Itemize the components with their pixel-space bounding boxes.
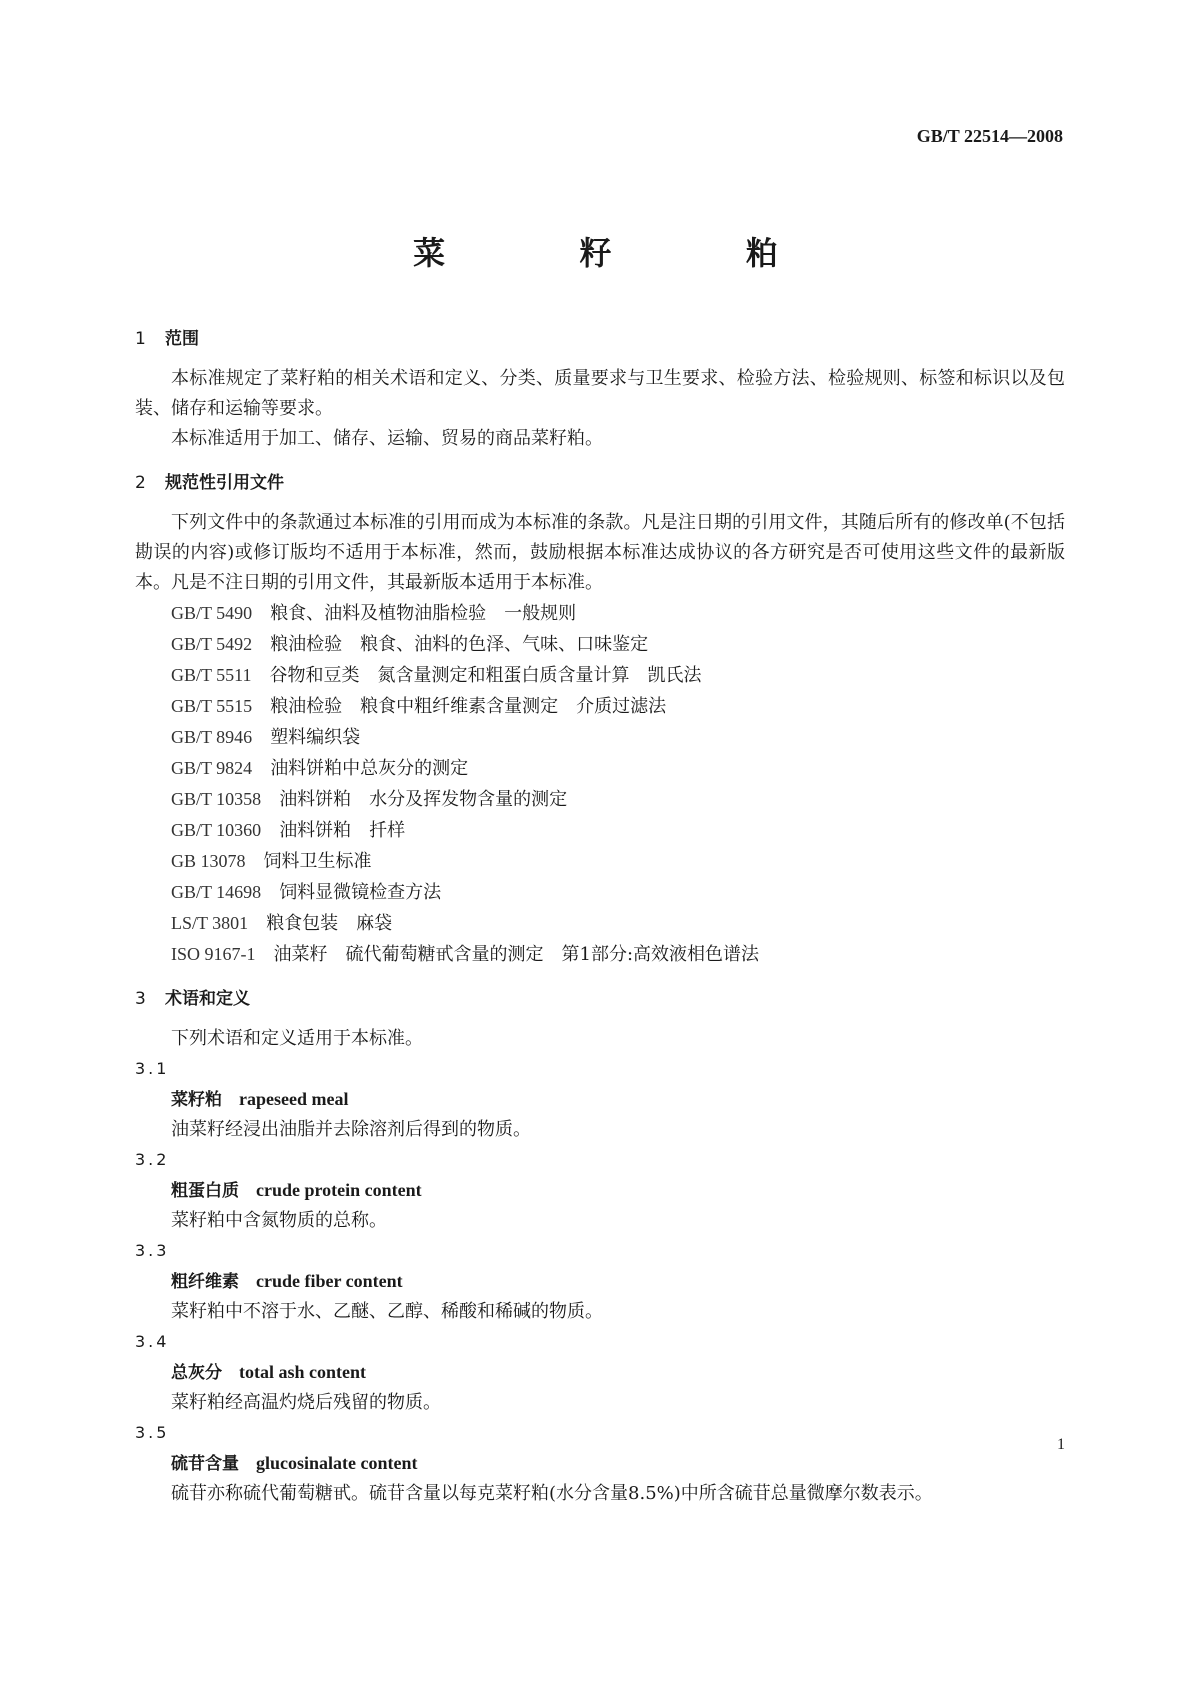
term-entry xyxy=(135,1236,1065,1327)
reference-title: 饲料卫生标准 xyxy=(263,851,372,872)
reference-code: GB/T 14698 xyxy=(171,882,262,902)
term-entry xyxy=(135,1145,1065,1236)
term-zh: 总灰分 xyxy=(171,1363,222,1383)
section-number: 3 xyxy=(135,989,146,1009)
term-en: crude fiber content xyxy=(256,1271,403,1291)
reference-code: ISO 9167-1 xyxy=(171,944,256,964)
reference-title: 谷物和豆类 氮含量测定和粗蛋白质含量计算 凯氏法 xyxy=(269,665,702,686)
reference-item xyxy=(135,815,1065,846)
term-heading xyxy=(135,1357,1065,1388)
term-definition: 油菜籽经浸出油脂并去除溶剂后得到的物质。 xyxy=(171,1119,531,1140)
term-number: 3.4 xyxy=(135,1332,170,1351)
term-en: crude protein content xyxy=(256,1180,422,1200)
reference-code: GB/T 8946 xyxy=(171,727,253,747)
reference-item xyxy=(135,753,1065,784)
paragraph: 本标准适用于加工、储存、运输、贸易的商品菜籽粕。 xyxy=(171,428,603,449)
document-body xyxy=(135,322,1065,1509)
term-heading xyxy=(135,1084,1065,1115)
paragraph: 下列术语和定义适用于本标准。 xyxy=(171,1028,423,1049)
term-number: 3.3 xyxy=(135,1241,170,1260)
document-title: 菜 籽 粕 xyxy=(413,234,830,272)
reference-title: 油料饼粕中总灰分的测定 xyxy=(270,758,469,779)
standard-code: GB/T 22514—2008 xyxy=(916,126,1063,146)
section-heading xyxy=(135,466,1065,500)
reference-item xyxy=(135,939,1065,970)
term-definition: 菜籽粕中不溶于水、乙醚、乙醇、稀酸和稀碱的物质。 xyxy=(171,1301,603,1322)
reference-item xyxy=(135,660,1065,691)
reference-code: GB/T 10360 xyxy=(171,820,262,840)
term-heading xyxy=(135,1266,1065,1297)
term-number: 3.2 xyxy=(135,1150,170,1169)
section-title: 范围 xyxy=(165,329,199,349)
reference-code: GB/T 5490 xyxy=(171,603,253,623)
term-zh: 粗蛋白质 xyxy=(171,1181,239,1201)
term-definition: 硫苷亦称硫代葡萄糖甙。硫苷含量以每克菜籽粕(水分含量8.5%)中所含硫苷总量微摩尔数表示。 xyxy=(171,1483,933,1504)
section-number: 2 xyxy=(135,473,146,493)
reference-item xyxy=(135,846,1065,877)
paragraph: 本标准规定了菜籽粕的相关术语和定义、分类、质量要求与卫生要求、检验方法、检验规则、标签和标识以及包装、储存和运输等要求。 xyxy=(135,368,1065,419)
section-terms-definitions xyxy=(135,982,1065,1509)
term-number: 3.1 xyxy=(135,1059,170,1078)
section-heading xyxy=(135,322,1065,356)
term-entry xyxy=(135,1054,1065,1145)
reference-code: GB/T 10358 xyxy=(171,789,262,809)
term-heading xyxy=(135,1175,1065,1206)
term-definition: 菜籽粕经高温灼烧后残留的物质。 xyxy=(171,1392,441,1413)
section-title: 规范性引用文件 xyxy=(165,473,284,493)
reference-list xyxy=(135,598,1065,970)
term-zh: 菜籽粕 xyxy=(171,1090,222,1110)
term-number: 3.5 xyxy=(135,1423,170,1442)
reference-title: 粮油检验 粮食、油料的色泽、气味、口味鉴定 xyxy=(270,634,649,655)
reference-title: 油菜籽 硫代葡萄糖甙含量的测定 第1部分:高效液相色谱法 xyxy=(273,944,760,965)
reference-title: 饲料显微镜检查方法 xyxy=(279,882,442,903)
reference-item xyxy=(135,877,1065,908)
reference-item xyxy=(135,691,1065,722)
reference-code: GB/T 5492 xyxy=(171,634,253,654)
reference-title: 粮油检验 粮食中粗纤维素含量测定 介质过滤法 xyxy=(270,696,667,717)
section-normative-references xyxy=(135,466,1065,970)
reference-item xyxy=(135,908,1065,939)
term-en: glucosinalate content xyxy=(256,1453,418,1473)
reference-code: GB/T 5515 xyxy=(171,696,253,716)
section-title: 术语和定义 xyxy=(165,989,250,1009)
term-definition: 菜籽粕中含氮物质的总称。 xyxy=(171,1210,387,1231)
section-number: 1 xyxy=(135,329,146,349)
reference-item xyxy=(135,598,1065,629)
term-heading xyxy=(135,1448,1065,1479)
reference-title: 油料饼粕 水分及挥发物含量的测定 xyxy=(279,789,568,810)
term-entry xyxy=(135,1327,1065,1418)
reference-code: GB/T 9824 xyxy=(171,758,253,778)
reference-code: GB/T 5511 xyxy=(171,665,252,685)
reference-title: 塑料编织袋 xyxy=(270,727,361,748)
term-en: rapeseed meal xyxy=(239,1089,349,1109)
reference-title: 粮食包装 麻袋 xyxy=(266,913,393,934)
section-scope xyxy=(135,322,1065,454)
reference-code: GB 13078 xyxy=(171,851,246,871)
reference-title: 油料饼粕 扦样 xyxy=(279,820,406,841)
term-entry xyxy=(135,1418,1065,1509)
page-number: 1 xyxy=(1057,1436,1065,1453)
reference-code: LS/T 3801 xyxy=(171,913,249,933)
reference-item xyxy=(135,722,1065,753)
term-zh: 粗纤维素 xyxy=(171,1272,239,1292)
section-heading xyxy=(135,982,1065,1016)
term-en: total ash content xyxy=(239,1362,366,1382)
term-zh: 硫苷含量 xyxy=(171,1454,239,1474)
reference-item xyxy=(135,629,1065,660)
reference-title: 粮食、油料及植物油脂检验 一般规则 xyxy=(270,603,577,624)
paragraph: 下列文件中的条款通过本标准的引用而成为本标准的条款。凡是注日期的引用文件，其随后所有的修改单(不包括勘误的内容)或修订版均不适用于本标准，然而，鼓励根据本标准达成协议的各方研究是否可使用这些文件的最新版本。凡是不注日期的引用文件，其最新版本适用于本标准。 xyxy=(135,512,1065,593)
reference-item xyxy=(135,784,1065,815)
